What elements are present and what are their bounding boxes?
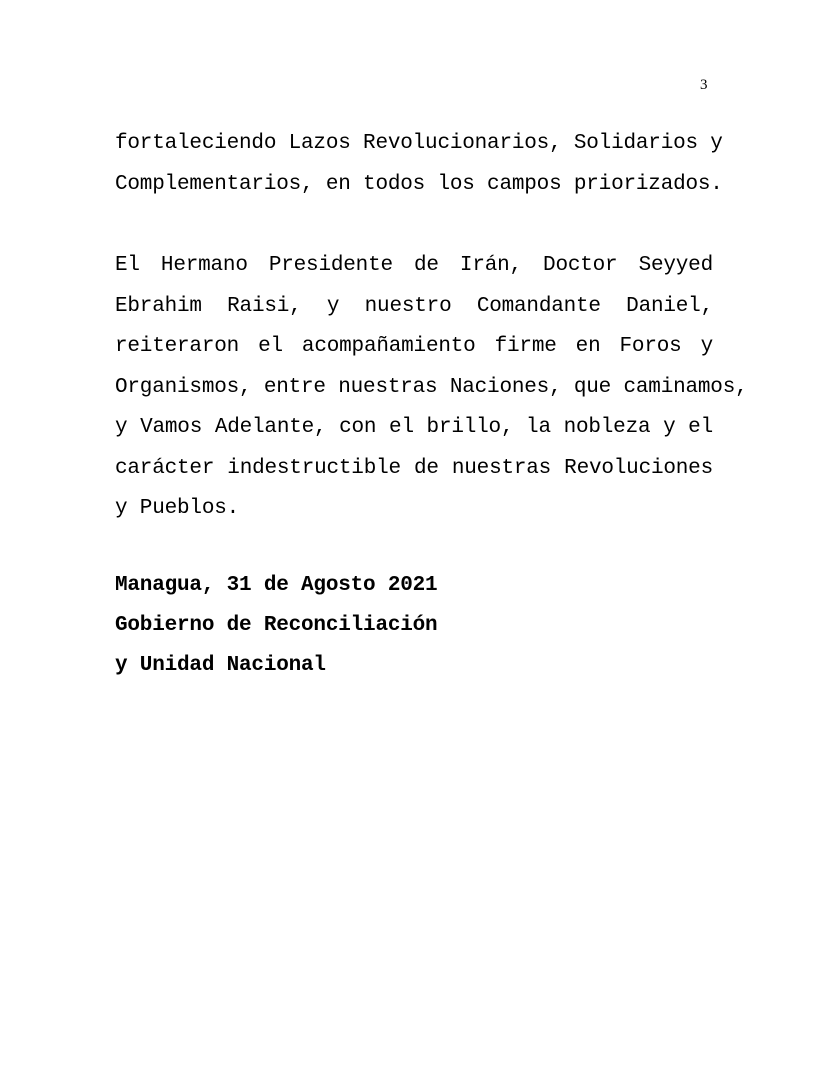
paragraph-2 — [115, 246, 748, 530]
signature-block — [115, 566, 437, 686]
paragraph-line: El Hermano Presidente de Irán, Doctor Seyyed — [115, 254, 713, 277]
paragraph-line: Complementarios, en todos los campos priorizados. — [115, 172, 723, 196]
place-date: Managua, 31 de Agosto 2021 — [115, 574, 438, 597]
page-number: 3 — [700, 77, 708, 93]
government-name-line-1: Gobierno de Reconciliación — [115, 614, 438, 637]
paragraph-line: y Pueblos. — [115, 497, 240, 520]
paragraph-line: Ebrahim Raisi, y nuestro Comandante Daniel, — [115, 294, 713, 318]
paragraph-line: y Vamos Adelante, con el brillo, la nobleza y el — [115, 416, 713, 439]
paragraph-line: carácter indestructible de nuestras Revoluciones — [115, 456, 713, 480]
paragraph-line: reiteraron el acompañamiento firme en Foros y — [115, 335, 713, 358]
paragraph-1 — [115, 124, 723, 205]
paragraph-line: Organismos, entre nuestras Naciones, que caminamos, — [115, 375, 748, 399]
paragraph-line: fortaleciendo Lazos Revolucionarios, Solidarios y — [115, 132, 723, 155]
government-name-line-2: y Unidad Nacional — [115, 654, 326, 677]
